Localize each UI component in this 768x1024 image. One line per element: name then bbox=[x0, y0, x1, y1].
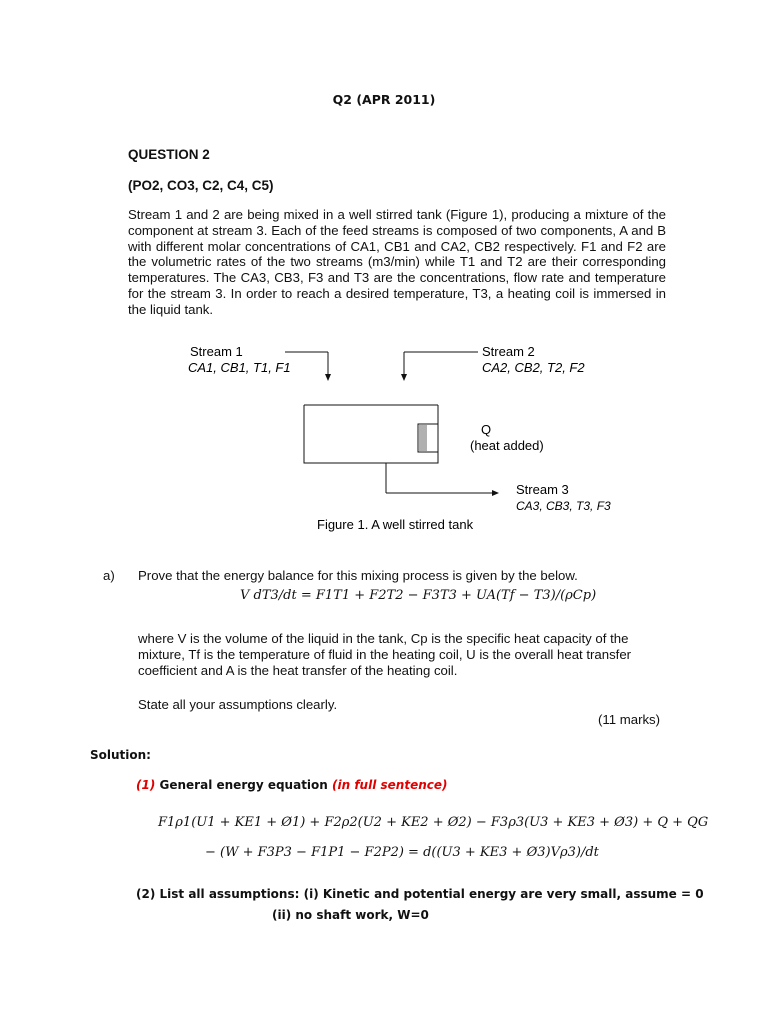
stream2-vars: CA2, CB2, T2, F2 bbox=[482, 360, 585, 375]
solution-step1 bbox=[136, 778, 447, 792]
heating-coil-fill bbox=[419, 425, 427, 451]
intro-paragraph-text: Stream 1 and 2 are being mixed in a well stirred tank (Figure 1), producing a mixture of the component at stream 3. Each of the feed streams is composed of two components, A and B with different molar concentrations of CA1, CB1 and CA2, CB2 respectively. F1 and F2 are the volumetric rates of the two streams (m3/min) while T1 and T2 are their corresponding temperatures. The CA3, CB3, F3 and T3 are the concentrations, flow rate and temperature for the stream 3. In order to reach a desired temperature, T3, a heating coil is immersed in the liquid tank. bbox=[128, 207, 666, 317]
solution-step2: (2) List all assumptions: (i) Kinetic and potential energy are very small, assume = 0 bbox=[136, 887, 704, 901]
solution-heading: Solution: bbox=[90, 748, 151, 762]
step1-number: (1) bbox=[136, 778, 156, 792]
step1-text: General energy equation bbox=[159, 778, 328, 792]
solution-step2-item2: (ii) no shaft work, W=0 bbox=[272, 908, 429, 922]
intro-paragraph bbox=[128, 207, 666, 318]
stream1-label: Stream 1 bbox=[190, 344, 243, 359]
stream3-vars: CA3, CB3, T3, F3 bbox=[516, 499, 611, 513]
variable-definitions: where V is the volume of the liquid in the tank, Cp is the specific heat capacity of the mixture, Tf is the temperature of fluid in the heating coil, U is the overall heat transfer coefficient and A is the heat transfer of the heating coil. bbox=[138, 631, 632, 678]
part-a-label: a) bbox=[103, 568, 115, 583]
page-header: Q2 (APR 2011) bbox=[332, 92, 436, 107]
part-a-prompt: Prove that the energy balance for this mixing process is given by the below. bbox=[138, 568, 578, 583]
general-energy-eq-line1: F1ρ1(U1 + KE1 + Ø1) + F2ρ2(U2 + KE2 + Ø2) − F3ρ3(U3 + KE3 + Ø3) + Q + QG bbox=[158, 815, 709, 830]
energy-balance-equation bbox=[240, 588, 596, 603]
energy-balance-text: V dT3/dt = F1T1 + F2T2 − F3T3 + UA(Tf − T3)/(ρCp) bbox=[240, 588, 597, 603]
step1-note: (in full sentence) bbox=[332, 778, 448, 792]
stream3-label: Stream 3 bbox=[516, 482, 569, 497]
heat-added-label: (heat added) bbox=[470, 438, 544, 453]
stream1-vars: CA1, CB1, T1, F1 bbox=[188, 360, 291, 375]
assumptions-instruction: State all your assumptions clearly. bbox=[138, 697, 338, 712]
question-title: QUESTION 2 bbox=[128, 147, 210, 162]
figure-caption: Figure 1. A well stirred tank bbox=[317, 517, 474, 532]
q-label: Q bbox=[481, 422, 492, 437]
general-energy-eq-line2: − (W + F3P3 − F1P1 − F2P2) = d((U3 + KE3 + Ø3)Vρ3)/dt bbox=[205, 845, 599, 860]
marks: (11 marks) bbox=[598, 712, 661, 727]
outcome-codes: (PO2, CO3, C2, C4, C5) bbox=[128, 178, 274, 193]
tank-figure bbox=[0, 330, 768, 540]
stream2-label: Stream 2 bbox=[482, 344, 535, 359]
